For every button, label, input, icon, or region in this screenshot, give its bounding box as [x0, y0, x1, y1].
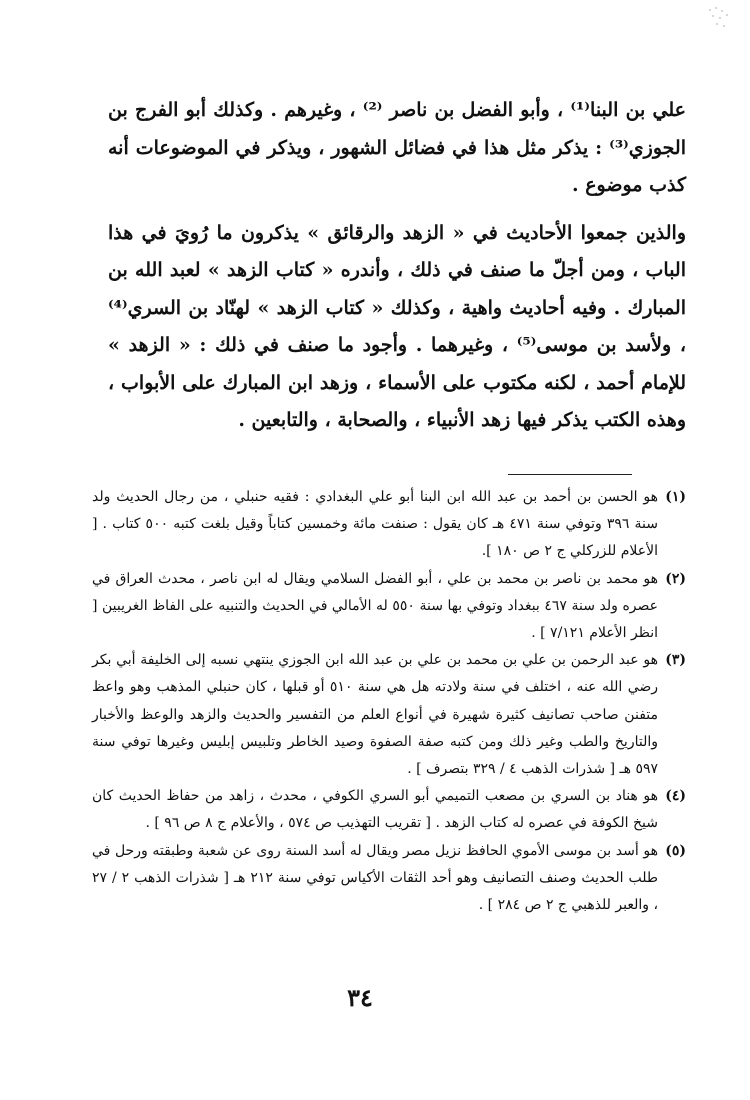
footnote-4: [92, 783, 686, 837]
footnote-number: (٤): [665, 788, 686, 805]
page-number: ٣٤: [347, 983, 373, 1012]
footnote-text: هو أسد بن موسى الأموي الحافظ نزيل مصر ويقال له أسد السنة روى عن شعبة وطبقته ورحل في طلب الحديث وصنف التصانيف وهو أحد الثقات الأكياس توفي سنة ٢١٢ هـ [ شذرات الذهب ٢ / ٢٧ ، والعبر للذهبي ج ٢ ص ٢٨٤ ] .: [92, 842, 658, 914]
footnote-text: هو هناد بن السري بن مصعب التميمي أبو السري الكوفي ، محدث ، زاهد من حفاظ الحديث كان شيخ الكوفة في عصره له كتاب الزهد . [ تقريب التهذيب ص ٥٧٤ ، والأعلام ج ٨ ص ٩٦ ] .: [92, 788, 658, 832]
footnote-number: (٢): [665, 570, 686, 587]
footnote-1: [92, 484, 686, 566]
footnote-text: هو عبد الرحمن بن علي بن محمد بن علي بن عبد الله ابن الجوزي ينتهي نسبه إلى الخليفة أبي بكر رضي الله عنه ، اختلف في سنة ولادته هل هي سنة ٥١٠ أو قبلها ، كان حنبلي المذهب وهو واعظ متفنن صاحب تصانيف كثيرة شهيرة في أنواع العلم من التفسير والحديث والزهد والوعظ والأخبار والتاريخ والطب وغير ذلك ومن كتبه صفة الصفوة وصيد الخاطر وتلبيس إبليس وغيرها توفي سنة ٥٩٧ هـ [ شذرات الذهب ٤ / ٣٢٩ بتصرف ] .: [92, 652, 659, 778]
footnote-separator: [508, 474, 632, 475]
footnote-number: (٥): [665, 842, 686, 859]
footnote-number: (١): [665, 489, 686, 505]
body-paragraph: علي بن البنا⁽¹⁾ ، وأبو الفضل بن ناصر ⁽²⁾ ، وغيرهم . وكذلك أبو الفرج بن الجوزي⁽³⁾ : يذكر مثل هذا في فضائل الشهور ، ويذكر في الموضوعات أنه كذب موضوع .: [108, 99, 686, 196]
footnote-5: [92, 838, 686, 920]
footnote-3: [92, 647, 686, 783]
footnote-text: هو الحسن بن أحمد بن عبد الله ابن البنا أبو علي البغدادي : فقيه حنبلي ، من رجال الحديث ولد سنة ٣٩٦ وتوفي سنة ٤٧١ هـ كان يقول : صنفت مائة وخمسين كتاباً وقيل بلغت كتبه ٥٠٠ كتاب . [ الأعلام للزركلي ج ٢ ص ١٨٠ ].: [92, 489, 659, 560]
footnotes-section: [92, 484, 686, 919]
footnote-2: [92, 566, 686, 648]
scan-artifact-mark: [700, 4, 740, 34]
main-text: [108, 92, 686, 440]
body-paragraph: والذين جمعوا الأحاديث في « الزهد والرقائق » يذكرون ما رُويَ في هذا الباب ، ومن أجلّ ما صنف في ذلك ، وأندره « كتاب الزهد » لعبد الله بن المبارك . وفيه أحاديث واهية ، وكذلك « كتاب الزهد » لهنّاد بن السري⁽⁴⁾ ، ولأسد بن موسى⁽⁵⁾ ، وغيرهما . وأجود ما صنف في ذلك : « الزهد » للإمام أحمد ، لكنه مكتوب على الأسماء ، وزهد ابن المبارك على الأبواب ، وهذه الكتب يذكر فيها زهد الأنبياء ، والصحابة ، والتابعين .: [108, 221, 686, 431]
footnote-text: هو محمد بن ناصر بن محمد بن علي ، أبو الفضل السلامي ويقال له ابن ناصر ، محدث العراق في عصره ولد سنة ٤٦٧ ببغداد وتوفي بها سنة ٥٥٠ له الأمالي في الحديث والتنبيه على الفاظ الغريبين [ انظر الأعلام ٧/١٢١ ] .: [92, 570, 658, 642]
footnote-number: (٣): [665, 652, 686, 669]
